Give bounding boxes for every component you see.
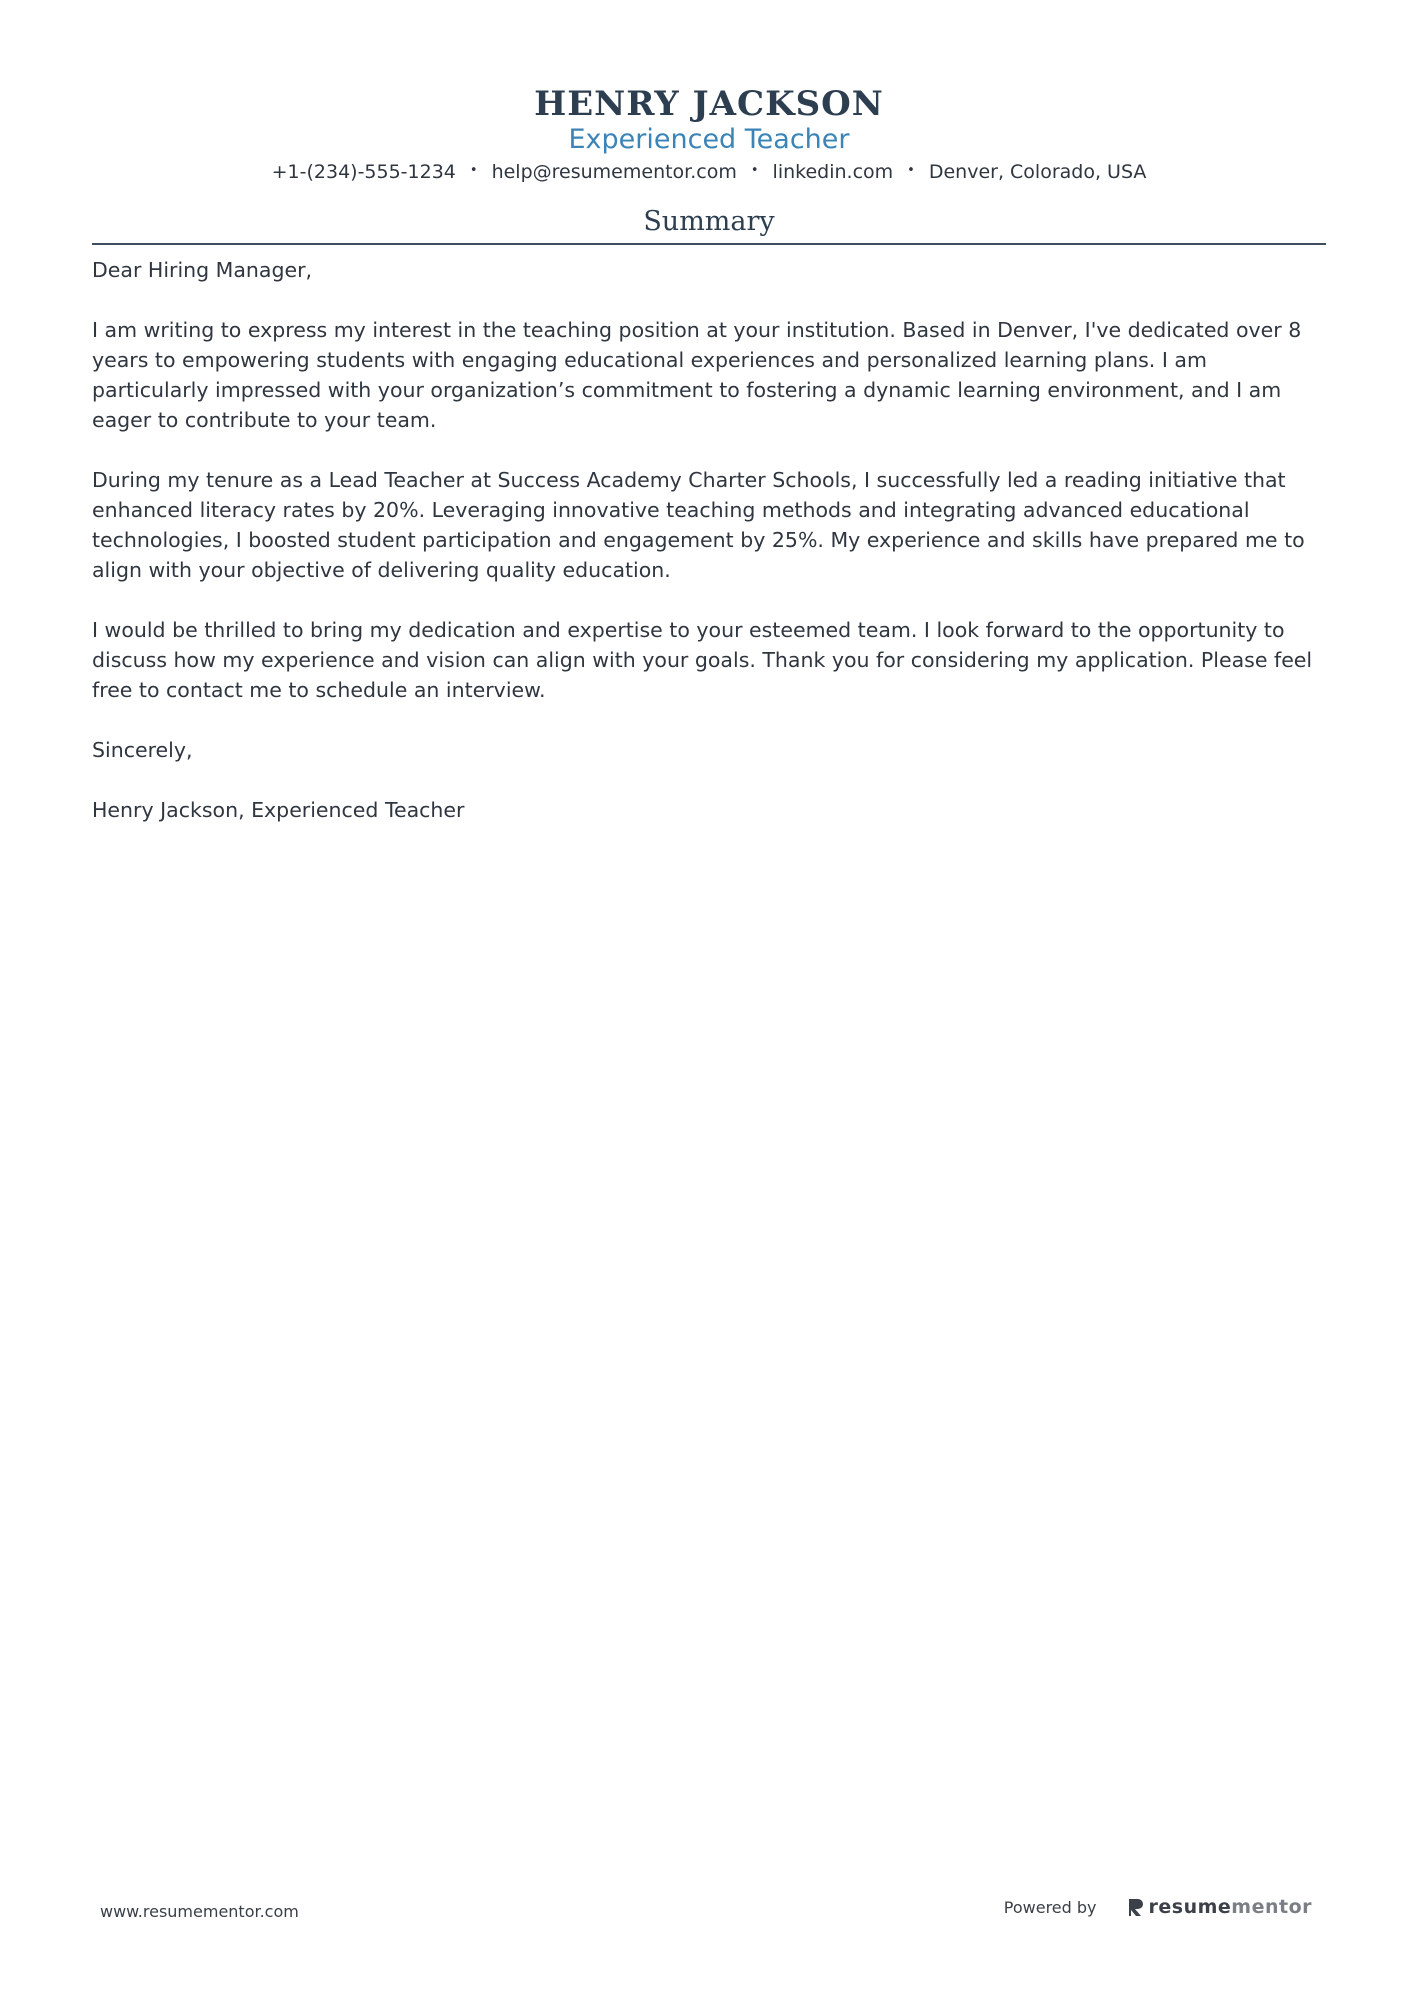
location: Denver, Colorado, USA [928, 161, 1147, 183]
header [92, 0, 1326, 187]
separator-bullet: • [469, 162, 478, 178]
resumementor-logo-icon [1127, 1897, 1145, 1917]
cover-letter-body [92, 255, 1326, 825]
email-address[interactable]: help@resumementor.com [491, 161, 737, 183]
resumementor-logo[interactable] [1127, 1896, 1313, 1918]
contact-line [92, 158, 1326, 187]
job-title: Experienced Teacher [568, 124, 850, 155]
letter-paragraph: I would be thrilled to bring my dedication and expertise to your esteemed team. I look forward to the opportunity to discuss how my experience and vision can align with your goals. Thank you for considering my application. Please feel free to contact me to schedule an interview. [92, 617, 1313, 702]
letter-paragraph: I am writing to express my interest in the teaching position at your institution. Based in Denver, I've dedicated over 8 years to empowering students with engaging educational experiences and personalized learning plans. I am particularly impressed with your organization’s commitment to fostering a dynamic learning environment, and I am eager to contribute to your team. [92, 317, 1302, 432]
separator-bullet: • [750, 162, 759, 178]
powered-by-label: Powered by [1003, 1897, 1097, 1917]
separator-bullet: • [907, 162, 915, 178]
section-divider [92, 243, 1326, 245]
footer-website-link[interactable]: www.resumementor.com [100, 1902, 299, 1921]
letter-paragraph: During my tenure as a Lead Teacher at Success Academy Charter Schools, I successfully led a reading initiative that enhanced literacy rates by 20%. Leveraging innovative teaching methods and integrating advanced educational technologies, I boosted student participation and engagement by 25%. My experience and skills have prepared me to align with your objective of delivering quality education. [92, 467, 1305, 582]
resume-page [92, 0, 1326, 855]
brand-name-part1: resume [1148, 1896, 1232, 1918]
footer-branding [1004, 1896, 1312, 1918]
letter-signature: Henry Jackson, Experienced Teacher [92, 797, 465, 822]
candidate-name: HENRY JACKSON [534, 84, 884, 124]
phone-number: +1-(234)-555-1234 [271, 161, 456, 183]
letter-closing: Sincerely, [92, 737, 193, 762]
letter-greeting: Dear Hiring Manager, [92, 257, 313, 282]
section-title-summary: Summary [643, 205, 775, 237]
brand-name-part2: mentor [1231, 1896, 1312, 1918]
linkedin-link[interactable]: linkedin.com [772, 161, 894, 183]
